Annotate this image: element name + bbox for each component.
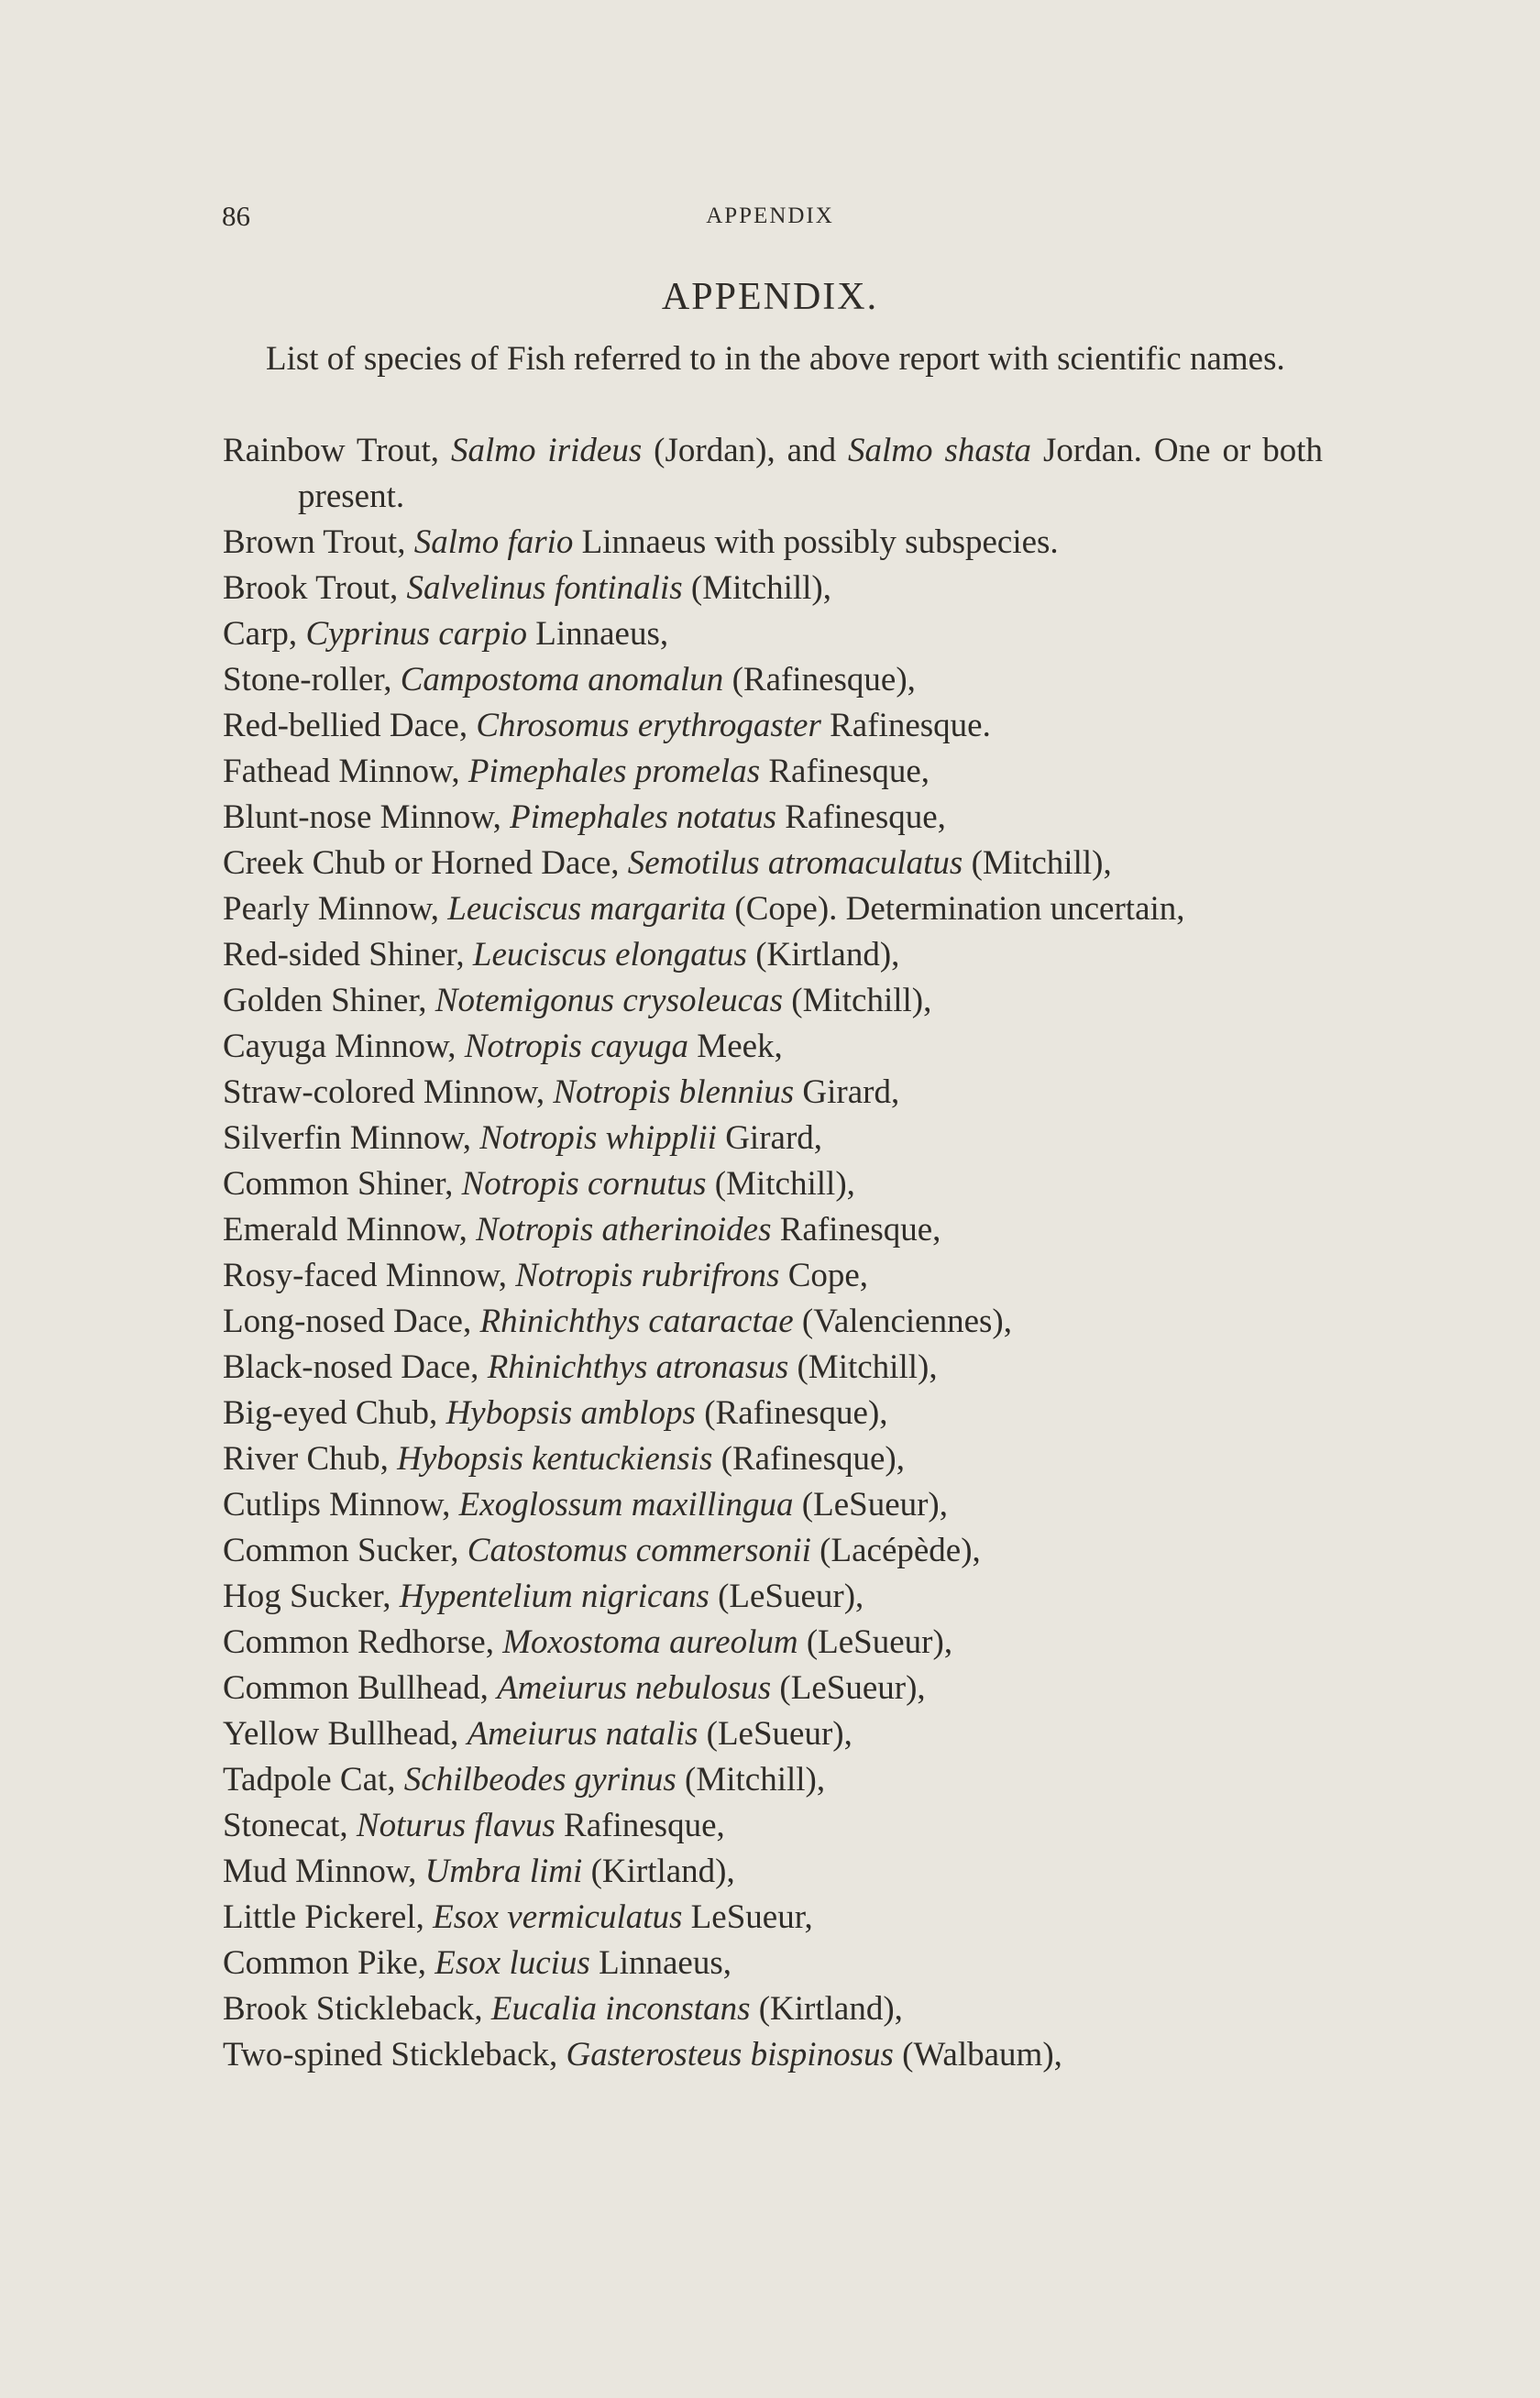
scientific-name: Schilbeodes gyrinus (403, 1761, 676, 1798)
scientific-name: Gasterosteus bispinosus (566, 2036, 894, 2074)
scientific-name: Noturus flavus (356, 1807, 556, 1844)
species-entry: Fathead Minnow, Pimephales promelas Rafinesque, (223, 753, 930, 790)
scientific-name: Umbra limi (424, 1853, 583, 1890)
species-entry: Brook Trout, Salvelinus fontinalis (Mitchill), (223, 569, 831, 607)
species-entry: Common Shiner, Notropis cornutus (Mitchill), (223, 1165, 855, 1203)
species-entry: Two-spined Stickleback, Gasterosteus bispinosus (Walbaum), (223, 2036, 1062, 2074)
intro-paragraph: List of species of Fish referred to in the above report with scientific names. (266, 340, 1285, 378)
species-entry: Common Pike, Esox lucius Linnaeus, (223, 1944, 732, 1982)
species-entry: Stonecat, Noturus flavus Rafinesque, (223, 1807, 725, 1844)
scientific-name: Catostomus commersonii (467, 1532, 811, 1569)
scientific-name: Rhinichthys cataractae (479, 1303, 794, 1340)
scientific-name: Salvelinus fontinalis (406, 569, 683, 607)
species-entry: Cayuga Minnow, Notropis cayuga Meek, (223, 1028, 783, 1065)
species-entry: Blunt-nose Minnow, Pimephales notatus Rafinesque, (223, 798, 946, 836)
scientific-name: Hybopsis amblops (446, 1394, 696, 1432)
scientific-name: Campostoma anomalun (400, 661, 724, 698)
scientific-name: Ameiurus natalis (467, 1715, 698, 1753)
scientific-name: Notemigonus crysoleucas (434, 982, 783, 1019)
species-entry: Silverfin Minnow, Notropis whipplii Girard, (223, 1119, 823, 1157)
species-entry: Big-eyed Chub, Hybopsis amblops (Rafinesque), (223, 1394, 888, 1432)
species-entry: Brook Stickleback, Eucalia inconstans (Kirtland), (223, 1990, 903, 2028)
species-entry: Straw-colored Minnow, Notropis blennius Girard, (223, 1073, 900, 1111)
species-entry: Emerald Minnow, Notropis atherinoides Rafinesque, (223, 1211, 941, 1248)
scientific-name: Ameiurus nebulosus (497, 1669, 772, 1707)
species-entry: Rosy-faced Minnow, Notropis rubrifrons Cope, (223, 1257, 869, 1294)
scientific-name: Moxostoma aureolum (502, 1623, 798, 1661)
scientific-name: Esox lucius (434, 1944, 590, 1982)
scientific-name: Hybopsis kentuckiensis (397, 1440, 713, 1478)
scientific-name: Semotilus atromaculatus (627, 844, 963, 882)
species-entry: Red-bellied Dace, Chrosomus erythrogaster Rafinesque. (223, 707, 991, 744)
scientific-name: Salmo shasta (848, 432, 1032, 469)
species-entry: Hog Sucker, Hypentelium nigricans (LeSueur), (223, 1578, 864, 1615)
species-entry: Little Pickerel, Esox vermiculatus LeSueur, (223, 1898, 813, 1936)
running-head: APPENDIX (706, 204, 834, 228)
scientific-name: Notropis rubrifrons (515, 1257, 780, 1294)
species-entry: Long-nosed Dace, Rhinichthys cataractae (Valenciennes), (223, 1303, 1012, 1340)
species-entry: Cutlips Minnow, Exoglossum maxillingua (LeSueur), (223, 1486, 949, 1524)
species-entry: Tadpole Cat, Schilbeodes gyrinus (Mitchill), (223, 1761, 826, 1798)
scientific-name: Notropis blennius (553, 1073, 795, 1111)
species-entry: Brown Trout, Salmo fario Linnaeus with possibly subspecies. (223, 523, 1059, 561)
scientific-name: Notropis cornutus (461, 1165, 707, 1203)
scientific-name: Exoglossum maxillingua (458, 1486, 794, 1524)
species-entry: Golden Shiner, Notemigonus crysoleucas (Mitchill), (223, 982, 932, 1019)
scientific-name: Notropis whipplii (479, 1119, 717, 1157)
species-entry: Rainbow Trout, Salmo irideus (Jordan), and Salmo shasta Jordan. One or both present. (223, 432, 1323, 515)
species-entry: Black-nosed Dace, Rhinichthys atronasus (Mitchill), (223, 1348, 938, 1386)
scientific-name: Leuciscus elongatus (472, 936, 747, 974)
species-entry: Yellow Bullhead, Ameiurus natalis (LeSueur), (223, 1715, 852, 1753)
species-list (223, 428, 1323, 2078)
species-entry: Stone-roller, Campostoma anomalun (Rafinesque), (223, 661, 916, 698)
species-entry: Common Bullhead, Ameiurus nebulosus (LeSueur), (223, 1669, 926, 1707)
scientific-name: Leuciscus margarita (447, 890, 727, 928)
species-entry: Carp, Cyprinus carpio Linnaeus, (223, 615, 669, 653)
species-entry: River Chub, Hybopsis kentuckiensis (Rafinesque), (223, 1440, 905, 1478)
scientific-name: Chrosomus erythrogaster (476, 707, 821, 744)
scientific-name: Salmo irideus (450, 432, 643, 469)
scientific-name: Pimephales notatus (510, 798, 776, 836)
scientific-name: Hypentelium nigricans (399, 1578, 710, 1615)
scientific-name: Pimephales promelas (468, 753, 761, 790)
species-entry: Mud Minnow, Umbra limi (Kirtland), (223, 1853, 735, 1890)
species-entry: Creek Chub or Horned Dace, Semotilus atromaculatus (Mitchill), (223, 844, 1112, 882)
species-entry: Pearly Minnow, Leuciscus margarita (Cope). Determination uncertain, (223, 890, 1185, 928)
scientific-name: Salmo fario (413, 523, 574, 561)
scientific-name: Cyprinus carpio (305, 615, 527, 653)
species-entry: Red-sided Shiner, Leuciscus elongatus (Kirtland), (223, 936, 900, 974)
scientific-name: Eucalia inconstans (490, 1990, 751, 2028)
scientific-name: Notropis cayuga (464, 1028, 689, 1065)
section-title: APPENDIX. (661, 276, 879, 318)
scientific-name: Notropis atherinoides (476, 1211, 772, 1248)
species-entry: Common Redhorse, Moxostoma aureolum (LeSueur), (223, 1623, 953, 1661)
scientific-name: Rhinichthys atronasus (487, 1348, 789, 1386)
scientific-name: Esox vermiculatus (433, 1898, 683, 1936)
species-entry: Common Sucker, Catostomus commersonii (Lacépède), (223, 1532, 981, 1569)
page-number: 86 (222, 200, 250, 232)
